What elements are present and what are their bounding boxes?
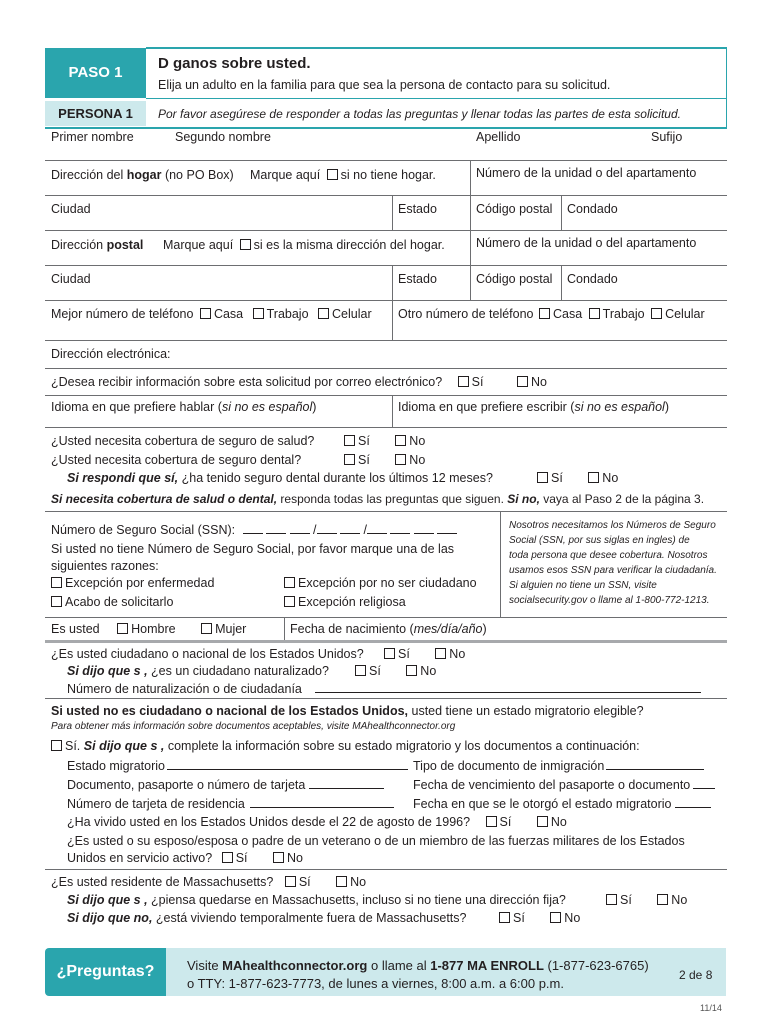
best-phone-work-label: Trabajo xyxy=(266,307,309,321)
ma-resident-yes-label: Sí xyxy=(298,875,311,889)
naturalized-question xyxy=(67,664,329,678)
passport-exp-field[interactable] xyxy=(413,777,715,792)
home-zip-label: Código postal xyxy=(476,202,553,216)
rule xyxy=(45,395,727,396)
citizen-options xyxy=(384,647,465,661)
person-label: PERSONA 1 xyxy=(58,106,133,121)
ssn-illness-checkbox[interactable] xyxy=(51,577,62,588)
ma-stay-question xyxy=(67,893,566,907)
citizen-yes-checkbox[interactable] xyxy=(384,648,395,659)
dob-close: ) xyxy=(482,622,487,636)
suffix-label: Sufijo xyxy=(651,130,683,144)
lived-no-checkbox[interactable] xyxy=(537,816,548,827)
email-question-text: ¿Desea recibir información sobre esta solicitud por correo electrónico? xyxy=(51,375,443,389)
write-language-label: Idioma en que prefiere escribir ( xyxy=(398,400,575,414)
recent-dental-question xyxy=(67,471,493,485)
health-coverage-text: ¿Usted necesita cobertura de seguro de salud? xyxy=(51,434,315,448)
ssn-illness-option[interactable] xyxy=(51,576,214,590)
recent-dental-text: ¿ha tenido seguro dental durante los últimos 12 meses? xyxy=(178,471,493,485)
dental-coverage-options xyxy=(344,453,425,467)
ssn-religious-checkbox[interactable] xyxy=(284,596,295,607)
mailing-address-label: Dirección xyxy=(51,238,107,252)
rule xyxy=(284,617,285,640)
naturalized-no-label: No xyxy=(420,664,437,678)
ssn-religious-label: Excepción religiosa xyxy=(298,595,406,609)
rule xyxy=(45,869,727,870)
website-link[interactable]: MAhealthconnector.org xyxy=(222,958,368,973)
email-no-checkbox[interactable] xyxy=(517,376,528,387)
naturalized-text: ¿es un ciudadano naturalizado? xyxy=(147,664,329,678)
no-home-label: si no tiene hogar. xyxy=(340,168,436,182)
write-language-note: si no es español xyxy=(574,400,665,414)
rule xyxy=(45,427,727,428)
best-phone-work-checkbox[interactable] xyxy=(253,308,264,319)
other-phone-work-checkbox[interactable] xyxy=(589,308,600,319)
line[interactable] xyxy=(693,777,715,789)
dental-coverage-text: ¿Usted necesita cobertura de seguro dental? xyxy=(51,453,302,467)
ma-temporary-lead: Si dijo que no, xyxy=(67,911,153,925)
male-checkbox[interactable] xyxy=(117,623,128,634)
home-address-field[interactable] xyxy=(51,168,234,182)
mailing-unit-label: Número de la unidad o del apartamento xyxy=(476,236,697,250)
same-address-checkbox[interactable] xyxy=(240,239,251,250)
rule xyxy=(470,230,471,265)
ssn-just-applied-label: Acabo de solicitarlo xyxy=(65,595,174,609)
ssn-note-line: toda persona que desee cobertura. Nosotros xyxy=(509,550,708,561)
ma-temporary-question xyxy=(67,911,466,925)
naturalization-label: Número de naturalización o de ciudadanía xyxy=(67,682,302,696)
residence-card-field[interactable] xyxy=(67,796,394,811)
ma-resident-yes-checkbox[interactable] xyxy=(285,876,296,887)
immigration-heading xyxy=(51,704,644,718)
line[interactable] xyxy=(250,796,394,808)
naturalization-line[interactable] xyxy=(315,681,701,693)
ssn-note-line: socialsecurity.gov o llame al 1-800-772-1213. xyxy=(509,595,710,606)
rule xyxy=(45,230,727,231)
status-date-label: Fecha en que se le otorgó el estado migratorio xyxy=(413,797,672,811)
line[interactable] xyxy=(309,777,384,789)
ma-temporary-options xyxy=(499,911,580,925)
coverage-note-lead: Si necesita cobertura de salud o dental, xyxy=(51,492,278,506)
recent-dental-lead: Si respondi que sí, xyxy=(67,471,179,485)
call-label: o llame al xyxy=(367,958,431,973)
female-checkbox[interactable] xyxy=(201,623,212,634)
immigration-heading-bold: Si usted no es ciudadano o nacional de los Estados Unidos, xyxy=(51,704,409,718)
ssn-religious-option[interactable] xyxy=(284,595,406,609)
visit-label: Visite xyxy=(187,958,223,973)
same-address-option[interactable] xyxy=(163,238,445,252)
veteran-no-checkbox[interactable] xyxy=(273,852,284,863)
ma-resident-no-checkbox[interactable] xyxy=(336,876,347,887)
naturalized-options xyxy=(355,664,436,678)
ma-resident-text: ¿Es usted residente de Massachusetts? xyxy=(51,875,274,889)
first-name-label: Primer nombre xyxy=(51,130,134,144)
doc-type-label: Tipo de documento de inmigración xyxy=(413,759,605,773)
rule xyxy=(45,640,727,643)
step-badge xyxy=(45,48,146,98)
enroll-phone[interactable]: 1-877 MA ENROLL xyxy=(430,958,544,973)
contact-line-1 xyxy=(187,958,649,973)
speak-language-field[interactable] xyxy=(51,400,316,414)
recent-dental-no-checkbox[interactable] xyxy=(588,472,599,483)
ssn-noncitizen-checkbox[interactable] xyxy=(284,577,295,588)
same-address-label: si es la misma dirección del hogar. xyxy=(253,238,445,252)
ssn-field[interactable] xyxy=(51,522,457,537)
dental-no-checkbox[interactable] xyxy=(395,454,406,465)
mailing-city-label: Ciudad xyxy=(51,272,91,286)
mailing-state-label: Estado xyxy=(398,272,437,286)
veteran-question-1: ¿Es usted o su esposo/esposa o padre de un veterano o de un miembro de las fuerzas militares de los Estados xyxy=(67,834,685,848)
mailing-address-field[interactable] xyxy=(51,238,143,252)
rule xyxy=(500,511,501,617)
write-language-close: ) xyxy=(664,400,669,414)
email-no-label: No xyxy=(530,375,547,389)
ssn-note-line: Nosotros necesitamos los Números de Seguro xyxy=(509,520,716,531)
rule xyxy=(45,617,727,618)
other-phone-work-label: Trabajo xyxy=(602,307,645,321)
rule xyxy=(45,265,727,266)
home-address-label-post: (no PO Box) xyxy=(161,168,234,182)
coverage-note-text2: vaya al Paso 2 de la página 3. xyxy=(539,492,705,506)
veteran-yes-checkbox[interactable] xyxy=(222,852,233,863)
speak-language-note: si no es español xyxy=(221,400,313,414)
rule xyxy=(392,265,393,300)
recent-dental-options xyxy=(537,471,618,485)
coverage-note-text: responda todas las preguntas que siguen. xyxy=(277,492,508,506)
header-bottom-rule xyxy=(45,127,727,129)
male-label: Hombre xyxy=(131,622,176,636)
line[interactable] xyxy=(167,758,408,770)
email-label: Dirección electrónica: xyxy=(51,347,171,361)
immigration-sub: Para obtener más información sobre documentos aceptables, visite MAhealthconnector.org xyxy=(51,721,456,732)
recent-dental-no-label: No xyxy=(602,471,619,485)
immigration-yes-option[interactable] xyxy=(51,739,640,753)
header-mid-rule xyxy=(146,98,726,99)
ssn-label: Número de Seguro Social (SSN): xyxy=(51,523,236,537)
sex-label: Es usted xyxy=(51,622,100,636)
best-phone-label: Mejor número de teléfono xyxy=(51,307,194,321)
naturalized-no-checkbox[interactable] xyxy=(406,665,417,676)
lived-yes-checkbox[interactable] xyxy=(486,816,497,827)
doc-number-label: Documento, pasaporte o número de tarjeta xyxy=(67,778,306,792)
other-phone-home-checkbox[interactable] xyxy=(539,308,550,319)
same-address-mark-label: Marque aquí xyxy=(163,238,234,252)
health-no-checkbox[interactable] xyxy=(395,435,406,446)
form-code: 11/14 xyxy=(700,1003,722,1013)
citizen-question: ¿Es usted ciudadano o nacional de los Estados Unidos? xyxy=(51,647,364,661)
ma-stay-lead: Si dijo que s , xyxy=(67,893,148,907)
immigration-heading-text: usted tiene un estado migratorio elegible? xyxy=(408,704,644,718)
best-phone-field[interactable] xyxy=(51,307,372,321)
health-yes-label: Sí xyxy=(358,434,370,448)
email-yes-label: Sí xyxy=(471,375,484,389)
speak-language-label: Idioma en que prefiere hablar ( xyxy=(51,400,222,414)
citizen-no-label: No xyxy=(449,647,466,661)
ssn-noncitizen-label: Excepción por no ser ciudadano xyxy=(298,576,477,590)
no-home-option[interactable] xyxy=(250,168,436,182)
naturalized-yes-checkbox[interactable] xyxy=(355,665,366,676)
rule xyxy=(392,300,393,340)
best-phone-cell-checkbox[interactable] xyxy=(318,308,329,319)
other-phone-field[interactable] xyxy=(398,307,705,321)
lived-no-label: No xyxy=(550,815,567,829)
best-phone-home-label: Casa xyxy=(213,307,244,321)
home-address-label: Dirección del xyxy=(51,168,127,182)
rule xyxy=(470,265,471,300)
veteran-question-2 xyxy=(67,851,303,865)
naturalized-yes-label: Sí xyxy=(369,664,381,678)
dob-field[interactable] xyxy=(290,622,487,636)
instruction: Por favor asegúrese de responder a todas las preguntas y llenar todas las partes de esta solicitud. xyxy=(158,107,681,121)
last-name-label: Apellido xyxy=(476,130,521,144)
coverage-note xyxy=(51,492,704,506)
speak-language-close: ) xyxy=(312,400,317,414)
ma-resident-no-label: No xyxy=(350,875,367,889)
ssn-note xyxy=(509,518,724,608)
other-phone-home-label: Casa xyxy=(552,307,583,321)
lived-since-text: ¿Ha vivido usted en los Estados Unidos desde el 22 de agosto de 1996? xyxy=(67,815,471,829)
ssn-noncitizen-option[interactable] xyxy=(284,576,477,590)
lived-yes-label: Sí xyxy=(499,815,512,829)
home-address-label-bold: hogar xyxy=(126,168,162,182)
ssn-blanks[interactable]: / / xyxy=(243,523,458,537)
naturalization-number-field[interactable] xyxy=(67,681,701,696)
ma-stay-text: ¿piensa quedarse en Massachusetts, incluso si no tiene una dirección fija? xyxy=(147,893,566,907)
rule xyxy=(45,368,727,369)
section-subtitle: Elija un adulto en la familia para que sea la persona de contacto para su solicitud. xyxy=(158,78,611,92)
line[interactable] xyxy=(675,796,711,808)
rule xyxy=(470,195,471,230)
ma-temporary-no-label: No xyxy=(564,911,581,925)
rule xyxy=(392,395,393,427)
other-phone-label: Otro número de teléfono xyxy=(398,307,534,321)
ma-stay-yes-checkbox[interactable] xyxy=(606,894,617,905)
line[interactable] xyxy=(606,758,704,770)
rule xyxy=(392,195,393,230)
female-label: Mujer xyxy=(215,622,247,636)
ssn-just-applied-checkbox[interactable] xyxy=(51,596,62,607)
rule xyxy=(45,195,727,196)
no-home-mark-label: Marque aquí xyxy=(250,168,321,182)
immigration-yes-checkbox[interactable] xyxy=(51,740,62,751)
citizen-no-checkbox[interactable] xyxy=(435,648,446,659)
health-coverage-options xyxy=(344,434,425,448)
dental-no-label: No xyxy=(409,453,426,467)
ma-temporary-yes-checkbox[interactable] xyxy=(499,912,510,923)
immigration-status-field[interactable] xyxy=(67,758,408,773)
rule xyxy=(561,195,562,230)
no-ssn-text-2: siguientes razones: xyxy=(51,559,159,573)
other-phone-cell-label: Celular xyxy=(665,307,705,321)
rule xyxy=(45,340,727,341)
ssn-note-line: usamos esos SSN para verificar la ciudadanía. xyxy=(509,565,717,576)
immigration-yes-lead: Si dijo que s , xyxy=(83,739,165,753)
ma-temporary-yes-label: Sí xyxy=(513,911,525,925)
ma-temporary-no-checkbox[interactable] xyxy=(550,912,561,923)
mailing-county-label: Condado xyxy=(567,272,618,286)
home-state-label: Estado xyxy=(398,202,437,216)
dental-yes-checkbox[interactable] xyxy=(344,454,355,465)
immigration-status-label: Estado migratorio xyxy=(67,759,165,773)
status-date-field[interactable] xyxy=(413,796,711,811)
best-phone-cell-label: Celular xyxy=(332,307,372,321)
no-ssn-text-1: Si usted no tiene Número de Seguro Social, por favor marque una de las xyxy=(51,542,455,556)
mailing-zip-label: Código postal xyxy=(476,272,553,286)
mailing-address-label-bold: postal xyxy=(106,238,144,252)
coverage-note-lead2: Si no, xyxy=(507,492,540,506)
step-label: PASO 1 xyxy=(68,64,123,81)
write-language-field[interactable] xyxy=(398,400,669,414)
residence-card-label: Número de tarjeta de residencia xyxy=(67,797,245,811)
ssn-illness-label: Excepción por enfermedad xyxy=(65,576,215,590)
header-top-rule xyxy=(146,47,727,49)
home-county-label: Condado xyxy=(567,202,618,216)
section-title: D ganos sobre usted. xyxy=(158,55,311,72)
rule xyxy=(45,698,727,699)
health-yes-checkbox[interactable] xyxy=(344,435,355,446)
veteran-text: Unidos en servicio activo? xyxy=(67,851,213,865)
sex-field xyxy=(51,622,246,636)
rule xyxy=(45,511,727,512)
ma-temporary-text: ¿está viviendo temporalmente fuera de Massachusetts? xyxy=(152,911,467,925)
other-phone-cell-checkbox[interactable] xyxy=(651,308,662,319)
doc-number-field[interactable] xyxy=(67,777,384,792)
dob-label: Fecha de nacimiento ( xyxy=(290,622,414,636)
recent-dental-yes-label: Sí xyxy=(551,471,563,485)
enroll-number: (1-877-623-6765) xyxy=(543,958,649,973)
citizen-yes-label: Sí xyxy=(398,647,410,661)
recent-dental-yes-checkbox[interactable] xyxy=(537,472,548,483)
passport-exp-label: Fecha de vencimiento del pasaporte o documento xyxy=(413,778,691,792)
email-yes-checkbox[interactable] xyxy=(458,376,469,387)
immigration-yes-text: complete la información sobre su estado migratorio y los documentos a continuación: xyxy=(164,739,640,753)
dental-coverage-question xyxy=(51,453,301,467)
doc-type-field[interactable] xyxy=(413,758,704,773)
ma-stay-yes-label: Sí xyxy=(620,893,632,907)
ma-stay-no-checkbox[interactable] xyxy=(657,894,668,905)
questions-label: ¿Preguntas? xyxy=(56,963,155,980)
page-number: 2 de 8 xyxy=(679,968,713,982)
ssn-note-line: Si alguien no tiene un SSN, visite xyxy=(509,580,657,591)
immigration-yes-label: Sí. xyxy=(65,739,81,753)
health-coverage-question xyxy=(51,434,314,448)
veteran-no-label: No xyxy=(287,851,303,865)
rule xyxy=(470,160,471,195)
home-unit-label: Número de la unidad o del apartamento xyxy=(476,166,697,180)
ssn-just-applied-option[interactable] xyxy=(51,595,173,609)
ma-stay-no-label: No xyxy=(671,893,688,907)
naturalized-lead: Si dijo que s , xyxy=(67,664,148,678)
middle-name-label: Segundo nombre xyxy=(175,130,271,144)
home-city-label: Ciudad xyxy=(51,202,91,216)
ma-resident-question xyxy=(51,875,366,889)
ma-stay-options xyxy=(606,893,687,907)
rule xyxy=(561,265,562,300)
person-badge xyxy=(45,101,146,126)
dob-format: mes/día/año xyxy=(413,622,483,636)
veteran-yes-label: Sí xyxy=(235,851,248,865)
no-home-checkbox[interactable] xyxy=(327,169,338,180)
dental-yes-label: Sí xyxy=(358,453,370,467)
lived-since-question xyxy=(67,815,567,829)
header-right-rule xyxy=(726,47,727,128)
health-no-label: No xyxy=(409,434,426,448)
rule xyxy=(45,300,727,301)
questions-box xyxy=(45,948,166,996)
ssn-note-line: Social (SSN, por sus siglas en ingles) de xyxy=(509,535,690,546)
rule xyxy=(45,160,727,161)
best-phone-home-checkbox[interactable] xyxy=(200,308,211,319)
email-question xyxy=(51,375,547,389)
contact-line-2: o TTY: 1-877-623-7773, de lunes a viernes, 8:00 a.m. a 6:00 p.m. xyxy=(187,976,564,991)
